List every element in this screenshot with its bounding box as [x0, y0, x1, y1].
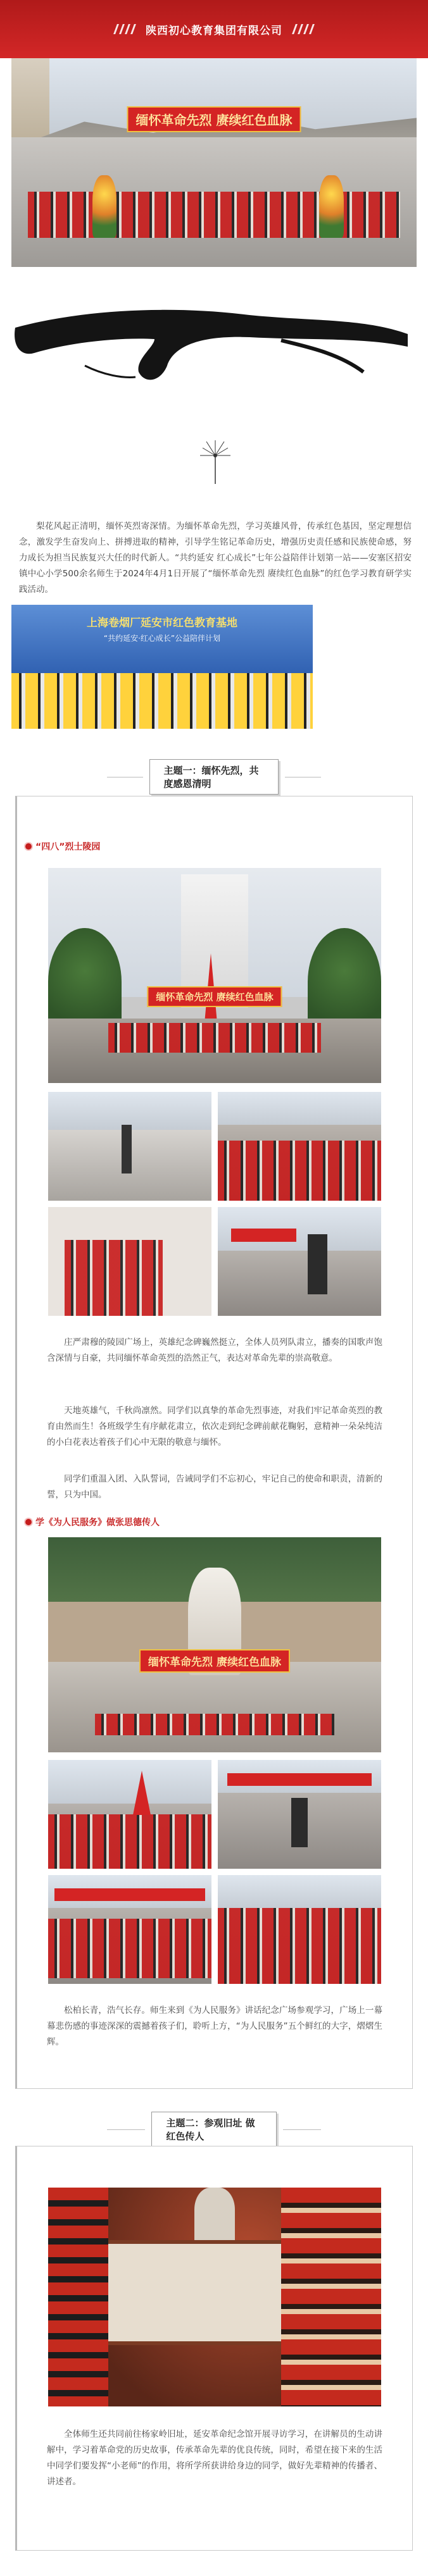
theme2-title-text: 主题二：参观旧址 做红色传人: [151, 2112, 276, 2147]
stage-banner-line2: “共约延安·红心成长”公益陪伴计划: [103, 634, 221, 643]
top-group-photo: [11, 58, 417, 267]
statue-photo-2: [48, 1760, 211, 1869]
heading-dot-icon: [25, 1519, 32, 1525]
header-decoration-right: [294, 24, 313, 34]
cemetery-monument-photo: [48, 868, 381, 1083]
cemetery-photo-banner: 缅怀革命先烈 赓续红色血脉: [147, 986, 282, 1007]
header-decoration-left: [115, 24, 134, 34]
header-bar: [0, 0, 428, 58]
stage-group-photo: [11, 605, 313, 729]
statue-photo-4: [48, 1875, 211, 1984]
museum-visit-photo: [48, 2188, 381, 2406]
stage-banner-line1: 上海卷烟厂延安市红色教育基地: [87, 617, 237, 629]
org-name: 陕西初心教育集团有限公司: [146, 24, 282, 37]
cemetery-photo-3: [218, 1092, 381, 1201]
dandelion-icon: [196, 437, 234, 487]
section1-paragraph1: 庄严肃穆的陵园广场上，英雄纪念碑巍然挺立，全体人员列队肃立，播奏的国歌声饱含深情与自豪，共同缅怀革命英烈的浩然正气，表达对革命先辈的崇高敬意。: [47, 1337, 382, 1363]
cemetery-photo-4: [48, 1207, 211, 1316]
section2-paragraph: 松柏长青，浩气长存。师生来到《为人民服务》讲话纪念广场参观学习，广场上一幕幕悲伤感的事迹深深的震撼着孩子们，聆听上方，“为人民服务”五个鲜红的大字，熠熠生辉。: [47, 2005, 382, 2047]
heading-dot-icon: [25, 843, 32, 850]
section1-paragraph2: 天地英雄气，千秋尚凛然。同学们以真挚的革命先烈事迹，对我们牢记革命英烈的教育由然而生！各班级学生有序献花肃立，依次走到纪念碑前献花鞠躬，意精神一朵朵纯洁的小白花表达着孩子们心中无限的敬意与缅怀。: [47, 1406, 382, 1447]
statue-photo-banner: 缅怀革命先烈 赓续红色血脉: [139, 1649, 290, 1673]
statue-square-photo: [48, 1537, 381, 1752]
cemetery-photo-2: [48, 1092, 211, 1201]
cemetery-photo-5: [218, 1207, 381, 1316]
statue-photo-3: [218, 1760, 381, 1869]
section1-heading: “四八”烈士陵园: [25, 840, 100, 853]
theme2-title: [107, 2112, 321, 2147]
ink-brush-decoration: [9, 302, 414, 391]
theme1-title-text: 主题一：缅怀先烈，共度感恩清明: [149, 759, 279, 795]
theme2-paragraph: 全体师生还共同前往杨家岭旧址，延安革命纪念馆开展寻访学习，在讲解员的生动讲解中，学习着革命党的历史故事，传承革命先辈的优良传统，同时，希望在接下来的生活中同学们要发挥“小老师”的作用，将所学所获讲给身边的同学，做好先辈精神的传播者、讲述者。: [47, 2429, 382, 2487]
theme1-title: [107, 759, 321, 795]
section2-heading: 学《为人民服务》做张思德传人: [25, 1516, 160, 1528]
intro-paragraph: 梨花风起正清明，缅怀英烈寄深情。为缅怀革命先烈，学习英雄风骨，传承红色基因，坚定理想信念，激发学生奋发向上、拼搏进取的精神，引导学生铭记革命历史，增强历史责任感和民族使命感，努力成长为担当民族复兴大任的时代新人。“共约延安 红心成长”七年公益陪伴计划第一站——安塞区招安镇中心小学500余名师生于2024年4月1日开展了“缅怀革命先烈 赓续红色血脉”的红色学习教育研学实践活动。: [19, 521, 412, 595]
statue-photo-5: [218, 1875, 381, 1984]
section1-paragraph3: 同学们重温入团、入队誓词，告诫同学们不忘初心，牢记自己的使命和职责，清新的誓，只为中国。: [47, 1474, 382, 1500]
top-photo-banner: 缅怀革命先烈 赓续红色血脉: [127, 106, 301, 132]
